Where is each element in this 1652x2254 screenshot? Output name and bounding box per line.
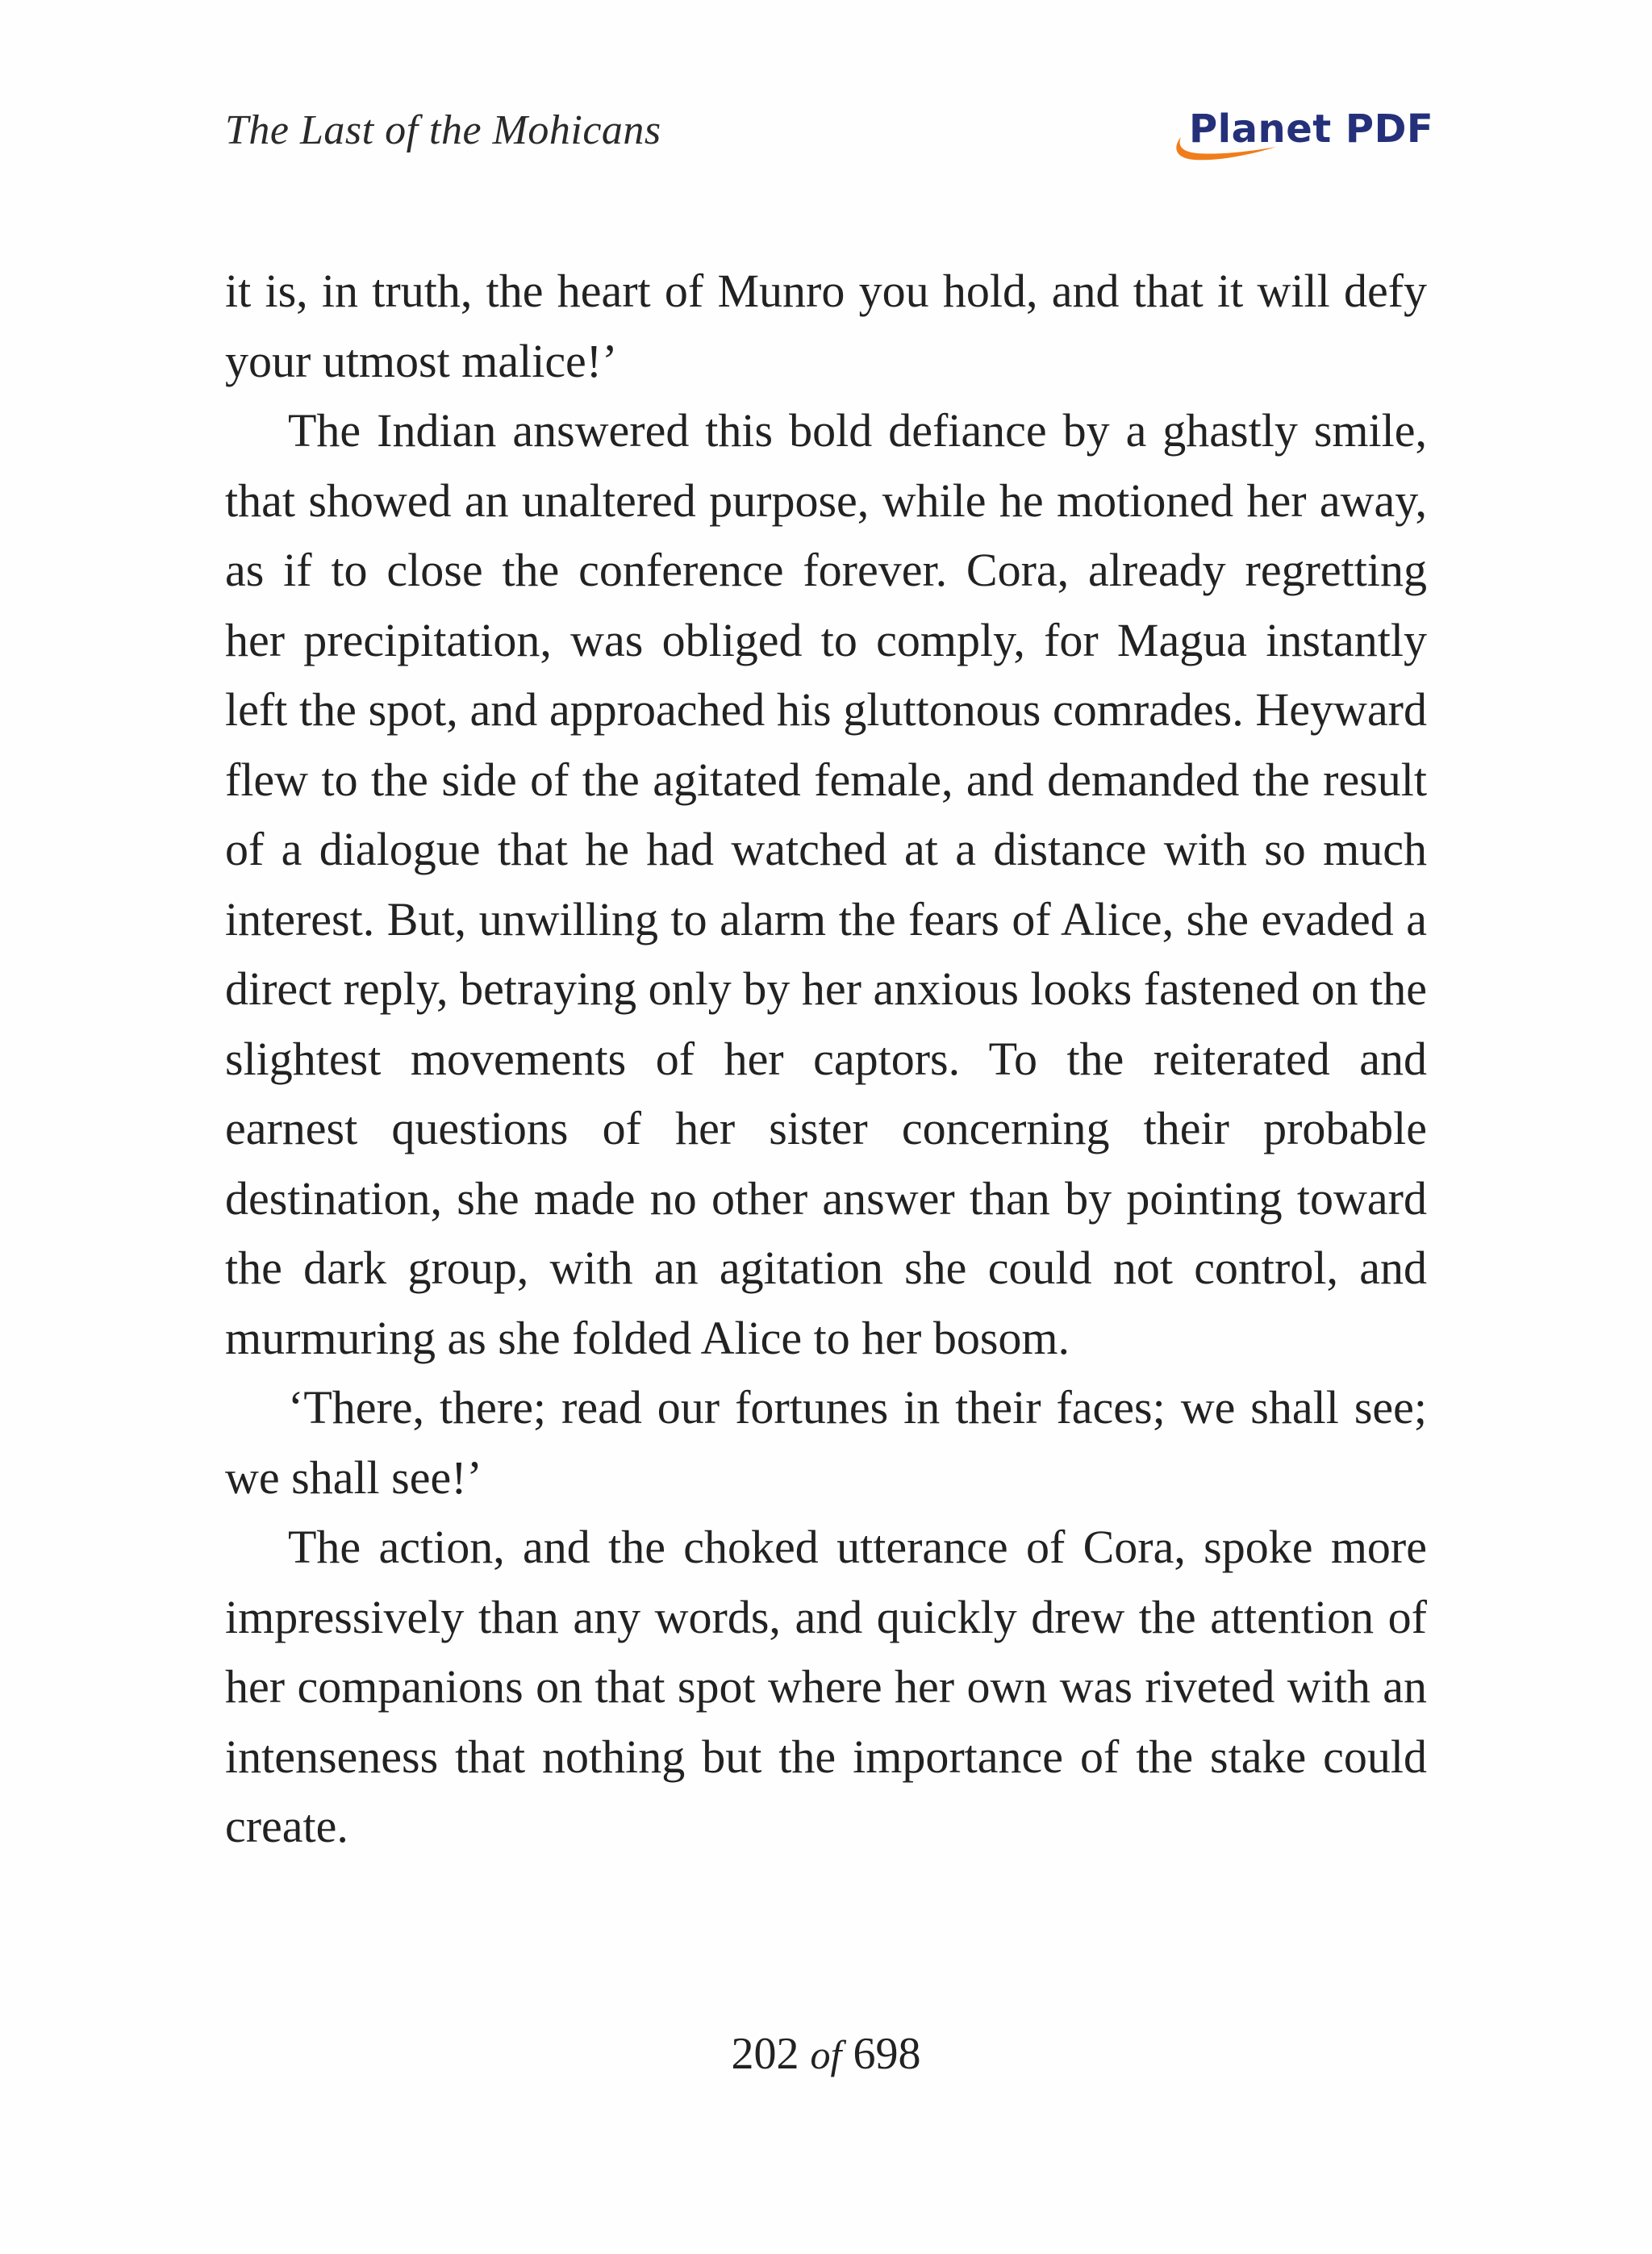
paragraph-continuation: it is, in truth, the heart of Munro you hold, and that it will defy your utmost malice!’ bbox=[225, 265, 1427, 387]
running-title: The Last of the Mohicans bbox=[225, 107, 661, 153]
total-pages: 698 bbox=[853, 2029, 921, 2079]
logo-text: Planet PDF bbox=[1189, 106, 1434, 152]
planet-pdf-logo bbox=[1170, 97, 1436, 169]
page-body bbox=[225, 257, 1427, 1862]
paragraph: The Indian answered this bold defiance by a ghastly smile, that showed an unaltered purpose, while he motioned her away, as if to close the conference forever. Cora, already regretting her precipitation, was obliged to comply, for Magua instantly left the spot, and approached his gluttonous comrades. Heyward flew to the side of the agitated female, and demanded the result of a dialogue that he had watched at a distance with so much interest. But, unwilling to alarm the fears of Alice, she evaded a direct reply, betraying only by her anxious looks fastened on the slightest movements of her captors. To the reiterated and earnest questions of her sister concerning their probable destination, she made no other answer than by pointing toward the dark group, with an agitation she could not control, and murmuring as she folded Alice to her bosom. bbox=[225, 404, 1427, 1364]
paragraph: The action, and the choked utterance of Cora, spoke more impressively than any words, and quickly drew the attention of her companions on that spot where her own was riveted with an intenseness that nothing but the importance of the stake could create. bbox=[225, 1521, 1427, 1852]
current-page: 202 bbox=[731, 2029, 799, 2079]
page-number bbox=[0, 2028, 1652, 2080]
page-of-label: of bbox=[810, 2032, 842, 2077]
paragraph-dialogue: ‘There, there; read our fortunes in their faces; we shall see; we shall see!’ bbox=[225, 1381, 1427, 1504]
